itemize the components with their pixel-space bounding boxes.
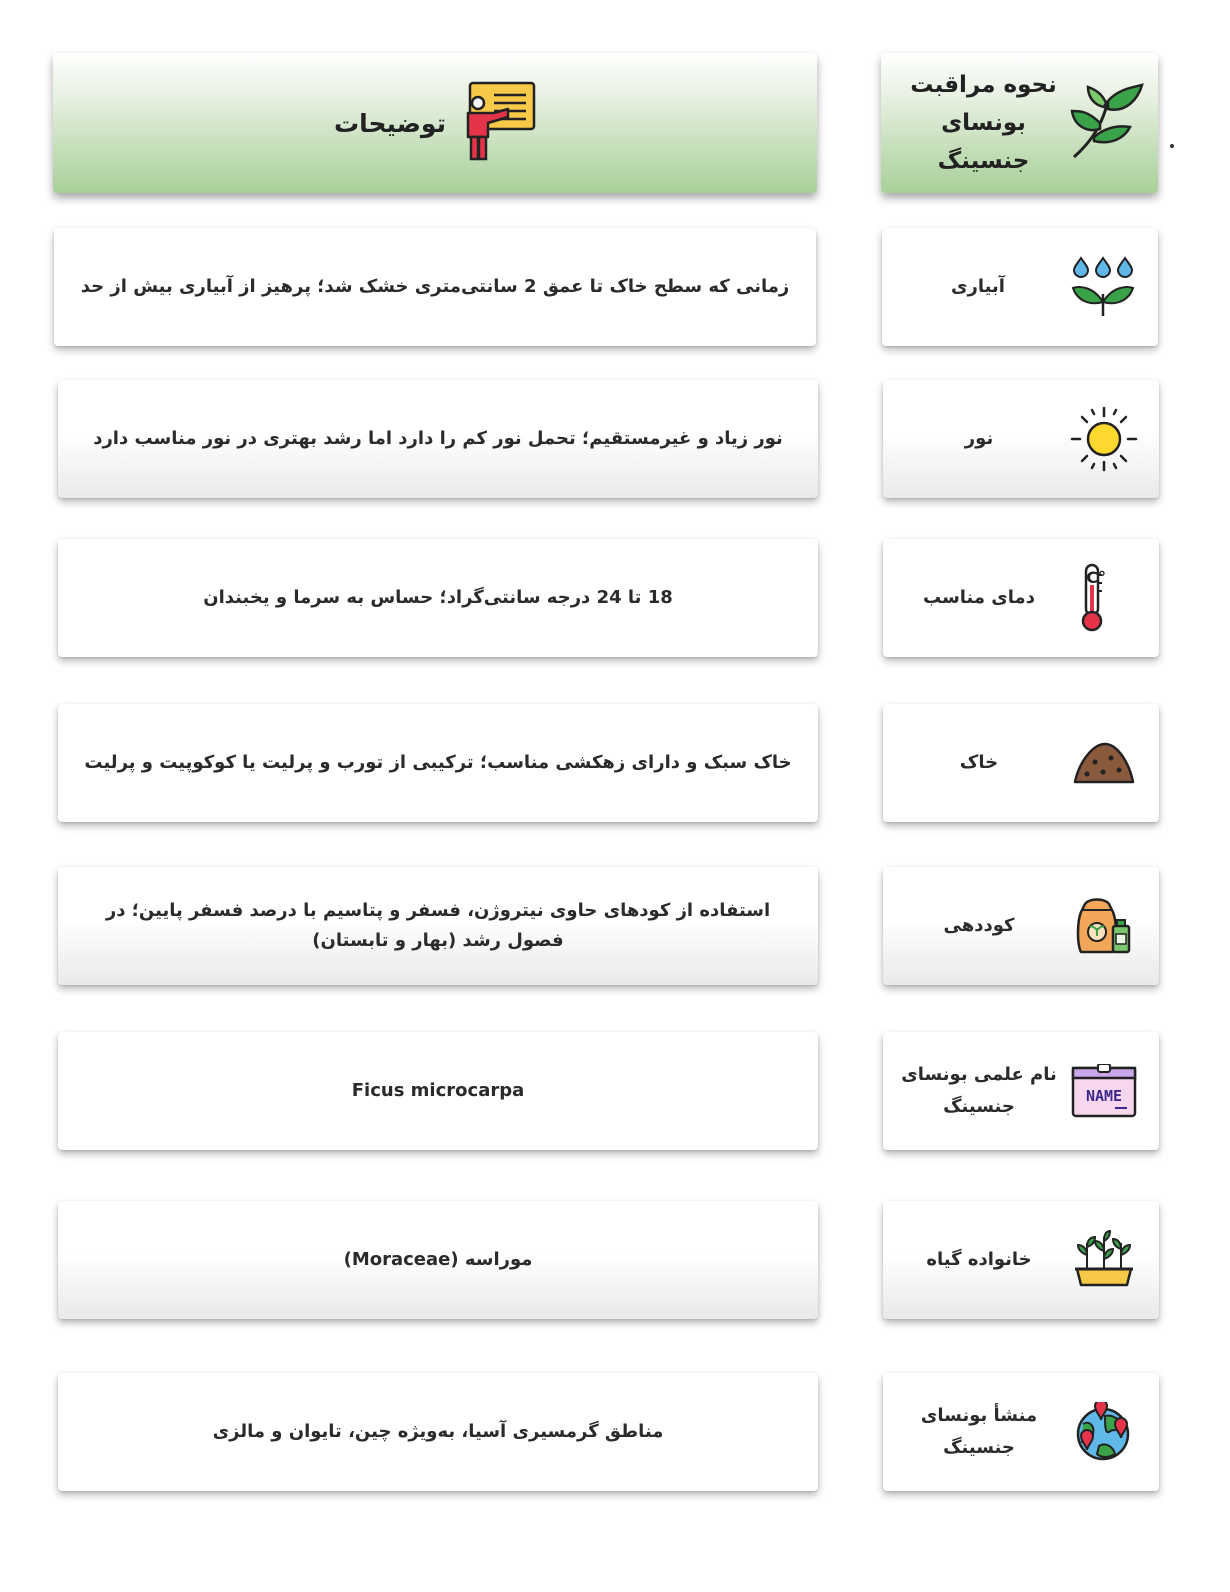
row-fertilizing-label-card <box>883 867 1159 985</box>
care-header <box>881 53 1158 193</box>
row-fertilizing-label: کوددهی <box>943 915 1015 936</box>
row-scientific-name-description: Ficus microcarpa <box>58 1032 818 1150</box>
globe-pins-icon <box>1059 1402 1149 1462</box>
row-watering-label-card <box>882 228 1158 346</box>
row-scientific-name-label: نام علمی بونسای جنسینگ <box>901 1064 1057 1117</box>
row-light-label-card <box>883 380 1159 498</box>
row-watering-description: زمانی که سطح خاک تا عمق 2 سانتی‌متری خشک شد؛ پرهیز از آبیاری بیش از حد <box>54 228 816 346</box>
row-origin-label-card <box>883 1373 1159 1491</box>
row-fertilizing-description: استفاده از کودهای حاوی نیتروژن، فسفر و پتاسیم با درصد فسفر پایین؛ در فصول رشد (بهار و تابستان) <box>58 867 818 985</box>
row-light-description: نور زیاد و غیرمستقیم؛ تحمل نور کم را دارد اما رشد بهتری در نور مناسب دارد <box>58 380 818 498</box>
stray-dot <box>1170 144 1174 148</box>
name-tag-text: NAME <box>1085 1087 1123 1105</box>
row-light-label: نور <box>964 428 994 449</box>
soil-pile-icon <box>1059 738 1149 788</box>
row-soil-label: خاک <box>959 752 999 773</box>
row-soil-description: خاک سبک و دارای زهکشی مناسب؛ ترکیبی از تورب و پرلیت یا کوکوپیت و پرلیت <box>58 704 818 822</box>
row-family-description: موراسه (Moraceae) <box>58 1201 818 1319</box>
row-family-label: خانواده گیاه <box>926 1249 1032 1270</box>
name-tag-icon <box>1059 1064 1149 1118</box>
description-header <box>53 53 817 193</box>
water-drops-plant-icon <box>1058 256 1148 318</box>
care-header-title: نحوه مراقبت بونسای جنسینگ <box>910 72 1057 174</box>
sun-icon <box>1059 406 1149 472</box>
row-origin-label: منشأ بونسای جنسینگ <box>920 1405 1038 1458</box>
row-soil-label-card <box>883 704 1159 822</box>
row-watering-label: آبیاری <box>951 276 1005 297</box>
row-scientific-name-label-card <box>883 1032 1159 1150</box>
description-header-title: توضیحات <box>334 108 446 138</box>
temperature-unit: °C <box>1086 568 1106 587</box>
plant-pot-icon <box>1059 1229 1149 1291</box>
row-temperature-label: دمای مناسب <box>923 587 1035 608</box>
presentation-board-icon <box>464 81 536 165</box>
leaf-sprout-icon <box>1068 81 1146 165</box>
row-family-label-card <box>883 1201 1159 1319</box>
thermometer-icon <box>1059 563 1149 633</box>
fertilizer-bag-icon <box>1059 896 1149 956</box>
row-origin-description: مناطق گرمسیری آسیا، به‌ویژه چین، تایوان و مالزی <box>58 1373 818 1491</box>
row-temperature-label-card <box>883 539 1159 657</box>
row-temperature-description: 18 تا 24 درجه سانتی‌گراد؛ حساس به سرما و یخبندان <box>58 539 818 657</box>
